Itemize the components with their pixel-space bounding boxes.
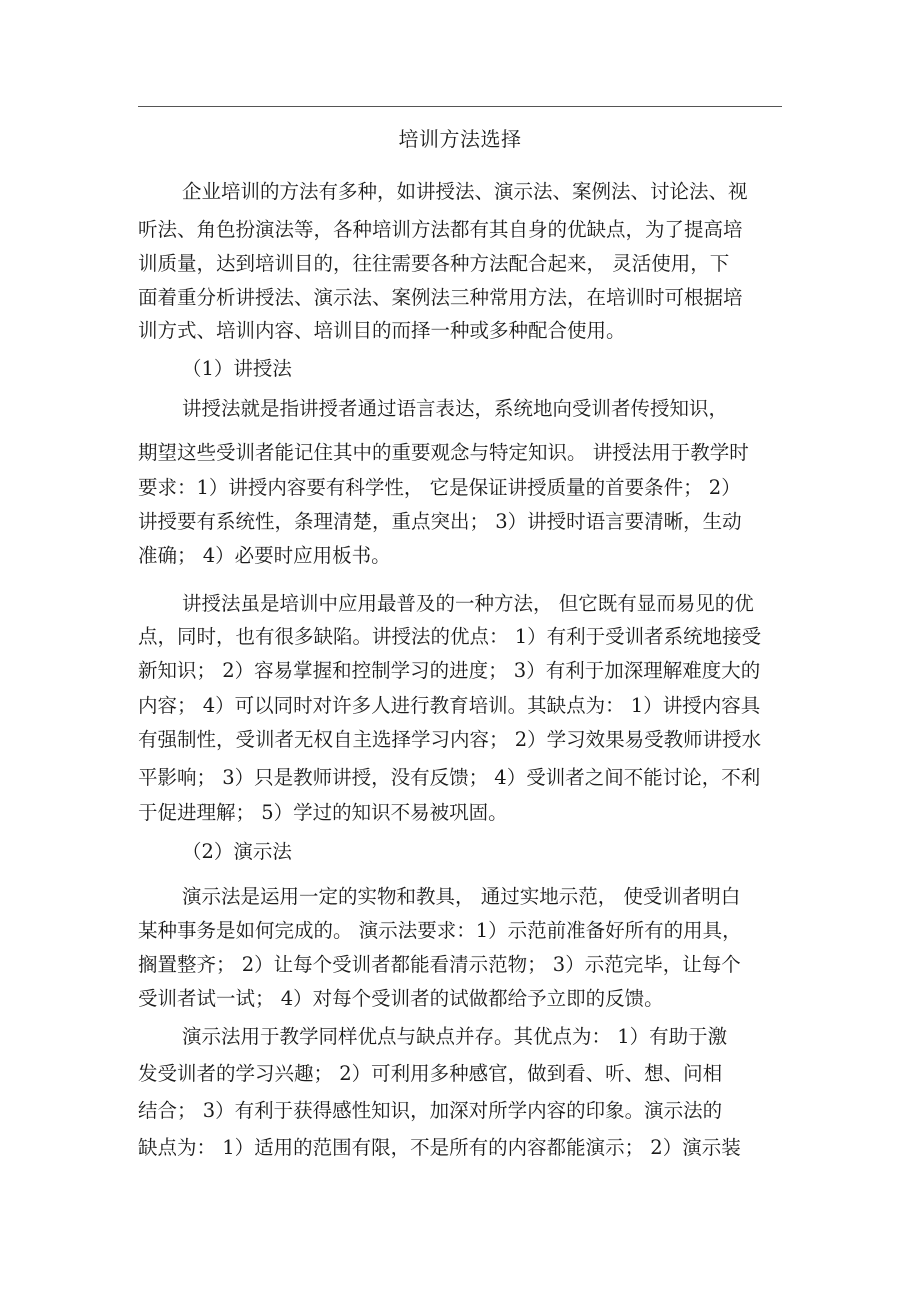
- section-heading: （2）演示法: [182, 840, 292, 863]
- text-line: 准确； 4）必要时应用板书。: [138, 544, 391, 567]
- text-line: 演示法是运用一定的实物和教具， 通过实地示范， 使受训者明白: [182, 885, 741, 908]
- text-line: 训质量，达到培训目的，往往需要各种方法配合起来， 灵活使用，下: [138, 252, 730, 275]
- document-title: 培训方法选择: [398, 127, 522, 151]
- text-line: 讲授法虽是培训中应用最普及的一种方法， 但它既有显而易见的优: [182, 592, 754, 615]
- text-line: 某种事务是如何完成的。 演示法要求：1）示范前准备好所有的用具，: [138, 919, 742, 942]
- text-line: 新知识； 2）容易掌握和控制学习的进度； 3）有利于加深理解难度大的: [138, 659, 761, 682]
- text-line: 听法、角色扮演法等，各种培训方法都有其自身的优缺点，为了提高培: [138, 218, 743, 241]
- text-line: 受训者试一试； 4）对每个受训者的试做都给予立即的反馈。: [138, 987, 664, 1010]
- text-line: 点，同时，也有很多缺陷。讲授法的优点： 1）有利于受训者系统地接受: [138, 625, 762, 648]
- text-line: 讲授法就是指讲授者通过语言表达，系统地向受训者传授知识，: [182, 397, 729, 420]
- text-line: 面着重分析讲授法、演示法、案例法三种常用方法，在培训时可根据培: [138, 286, 743, 309]
- text-line: 缺点为： 1）适用的范围有限，不是所有的内容都能演示； 2）演示装: [138, 1136, 741, 1159]
- header-rule: [138, 106, 782, 107]
- text-line: 期望这些受训者能记住其中的重要观念与特定知识。 讲授法用于教学时: [138, 441, 749, 464]
- text-line: 要求：1）讲授内容要有科学性， 它是保证讲授质量的首要条件； 2）: [138, 476, 741, 499]
- text-line: 训方式、培训内容、培训目的而择一种或多种配合使用。: [138, 319, 626, 342]
- text-line: 内容； 4）可以同时对许多人进行教育培训。其缺点为： 1）讲授内容具: [138, 694, 761, 717]
- text-line: 结合； 3）有利于获得感性知识，加深对所学内容的印象。演示法的: [138, 1099, 723, 1122]
- text-line: 有强制性，受训者无权自主选择学习内容； 2）学习效果易受教师讲授水: [138, 728, 762, 751]
- text-line: 讲授要有系统性，条理清楚，重点突出； 3）讲授时语言要清晰，生动: [138, 510, 742, 533]
- section-heading: （1）讲授法: [182, 357, 292, 380]
- text-line: 搁置整齐； 2）让每个受训者都能看清示范物； 3）示范完毕，让每个: [138, 953, 741, 976]
- text-line: 发受训者的学习兴趣； 2）可利用多种感官，做到看、听、想、问相: [138, 1062, 723, 1085]
- text-line: 企业培训的方法有多种，如讲授法、演示法、案例法、讨论法、视: [182, 180, 748, 203]
- text-line: 于促进理解； 5）学过的知识不易被巩固。: [138, 801, 508, 824]
- text-line: 平影响； 3）只是教师讲授，没有反馈； 4）受训者之间不能讨论，不利: [138, 766, 761, 789]
- text-line: 演示法用于教学同样优点与缺点并存。其优点为： 1）有助于激: [182, 1025, 728, 1048]
